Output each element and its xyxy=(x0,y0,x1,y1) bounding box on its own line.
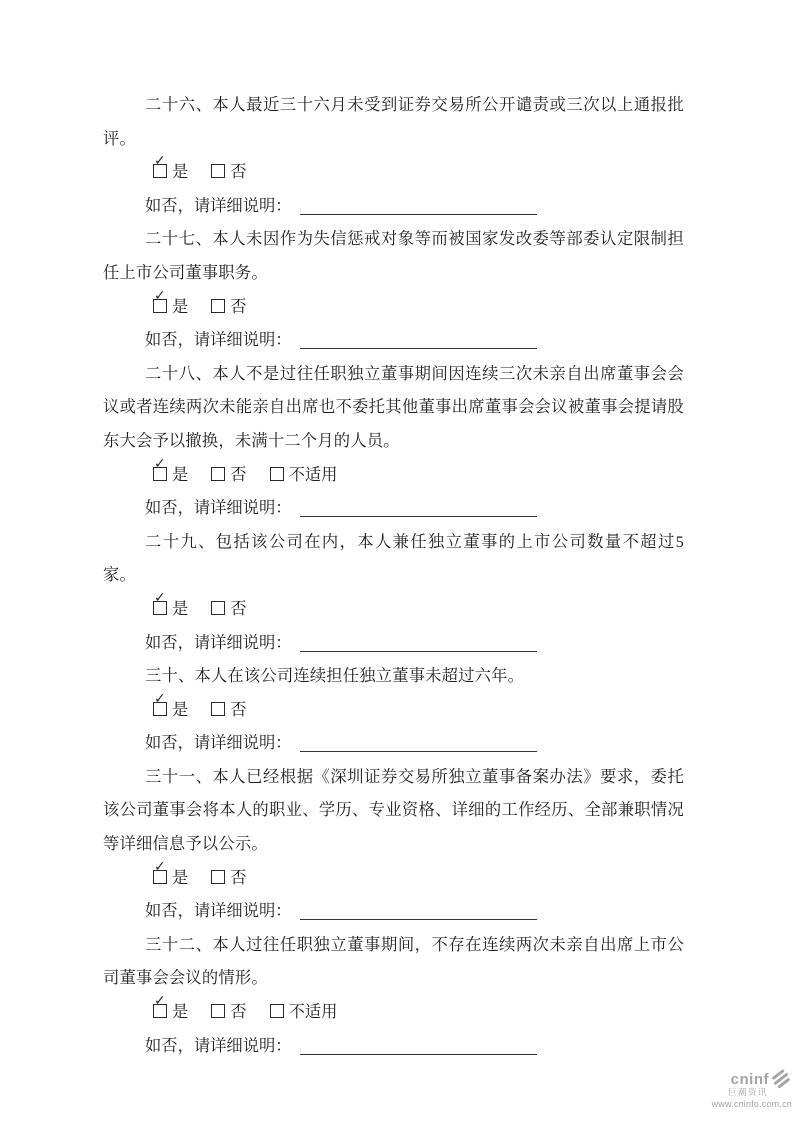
checkbox-unchecked-icon xyxy=(211,702,225,716)
checkbox-checked-icon xyxy=(153,299,167,313)
declaration-item xyxy=(103,928,684,1062)
explain-label: 如否，请详细说明： xyxy=(145,733,292,753)
explain-label: 如否，请详细说明： xyxy=(145,632,292,652)
explain-row xyxy=(103,189,684,223)
declaration-item xyxy=(103,357,684,525)
declaration-item xyxy=(103,659,684,760)
option xyxy=(153,465,188,484)
checkbox-checked-icon xyxy=(153,164,167,178)
option-label: 否 xyxy=(230,699,247,719)
watermark-brand-text: cninf xyxy=(730,1070,769,1088)
option-label: 否 xyxy=(230,867,247,887)
item-statement: 三十二、本人过往任职独立董事期间，不存在连续两次未亲自出席上市公司董事会会议的情形。 xyxy=(103,934,684,988)
declaration-items-list xyxy=(103,88,684,1062)
blank-line xyxy=(300,500,537,517)
declaration-item xyxy=(103,222,684,356)
explain-label: 如否，请详细说明： xyxy=(145,330,292,350)
option xyxy=(153,599,188,618)
checkbox-unchecked-icon xyxy=(270,467,284,481)
declaration-item xyxy=(103,525,684,659)
explain-label: 如否，请详细说明： xyxy=(145,195,292,215)
blank-line xyxy=(300,1038,537,1055)
option xyxy=(153,700,188,719)
checkbox-unchecked-icon xyxy=(211,299,225,313)
option xyxy=(270,1002,338,1021)
option xyxy=(153,1002,188,1021)
explain-label: 如否，请详细说明： xyxy=(145,1035,292,1055)
blank-line xyxy=(300,735,537,752)
explain-row xyxy=(103,1029,684,1063)
option-label: 否 xyxy=(230,162,247,182)
option-label: 否 xyxy=(230,464,247,484)
option-label: 不适用 xyxy=(288,464,338,484)
option xyxy=(211,1002,246,1021)
option-label: 是 xyxy=(172,162,189,182)
option xyxy=(153,162,188,181)
checkbox-checked-icon xyxy=(153,702,167,716)
checkbox-unchecked-icon xyxy=(211,1004,225,1018)
checkbox-unchecked-icon xyxy=(270,1004,284,1018)
explain-label: 如否，请详细说明： xyxy=(145,901,292,921)
option-label: 是 xyxy=(172,1002,189,1022)
option xyxy=(211,599,246,618)
explain-row xyxy=(103,894,684,928)
option-label: 否 xyxy=(230,598,247,618)
explain-label: 如否，请详细说明： xyxy=(145,498,292,518)
watermark-chinese-name: 巨潮资讯 xyxy=(727,1087,768,1097)
options-row xyxy=(103,995,684,1029)
watermark-url: www.cninfo.com.cn xyxy=(711,1099,792,1109)
options-row xyxy=(103,458,684,492)
checkbox-unchecked-icon xyxy=(211,870,225,884)
item-statement: 三十、本人在该公司连续担任独立董事未超过六年。 xyxy=(145,666,525,686)
checkbox-unchecked-icon xyxy=(211,164,225,178)
checkbox-checked-icon xyxy=(153,1004,167,1018)
option xyxy=(211,465,246,484)
item-statement: 三十一、本人已经根据《深圳证券交易所独立董事备案办法》要求，委托该公司董事会将本人的职业、学历、专业资格、详细的工作经历、全部兼职情况等详细信息予以公示。 xyxy=(103,766,684,854)
checkbox-unchecked-icon xyxy=(211,467,225,481)
declaration-item xyxy=(103,88,684,222)
options-row xyxy=(103,155,684,189)
checkbox-checked-icon xyxy=(153,467,167,481)
option-label: 否 xyxy=(230,1002,247,1022)
option xyxy=(211,868,246,887)
item-statement: 二十八、本人不是过往任职独立董事期间因连续三次未亲自出席董事会会议或者连续两次未能亲自出席也不委托其他董事出席董事会会议被董事会提请股东大会予以撤换，未满十二个月的人员。 xyxy=(103,363,684,450)
blank-line xyxy=(300,903,537,920)
options-row xyxy=(103,861,684,895)
blank-line xyxy=(300,198,537,215)
option-label: 是 xyxy=(172,464,189,484)
explain-row xyxy=(103,491,684,525)
explain-row xyxy=(103,626,684,660)
checkbox-checked-icon xyxy=(153,870,167,884)
cninfo-swirl-icon xyxy=(771,1069,792,1090)
option-label: 是 xyxy=(172,296,189,316)
option-label: 是 xyxy=(172,699,189,719)
declaration-item xyxy=(103,760,684,928)
option xyxy=(211,297,246,316)
item-statement: 二十六、本人最近三十六月未受到证券交易所公开谴责或三次以上通报批评。 xyxy=(103,95,684,148)
checkbox-unchecked-icon xyxy=(211,601,225,615)
option-label: 否 xyxy=(230,296,247,316)
option xyxy=(211,162,246,181)
explain-row xyxy=(103,726,684,760)
checkbox-checked-icon xyxy=(153,601,167,615)
option-label: 不适用 xyxy=(288,1002,338,1022)
item-statement: 二十九、包括该公司在内，本人兼任独立董事的上市公司数量不超过5 家。 xyxy=(103,531,684,585)
options-row xyxy=(103,693,684,727)
blank-line xyxy=(300,332,537,349)
item-statement: 二十七、本人未因作为失信惩戒对象等而被国家发改委等部委认定限制担任上市公司董事职务。 xyxy=(103,229,684,282)
option xyxy=(153,297,188,316)
explain-row xyxy=(103,323,684,357)
option xyxy=(270,465,338,484)
option xyxy=(211,700,246,719)
cninfo-watermark xyxy=(710,1068,792,1109)
options-row xyxy=(103,290,684,324)
option xyxy=(153,868,188,887)
option-label: 是 xyxy=(172,598,189,618)
options-row xyxy=(103,592,684,626)
option-label: 是 xyxy=(172,867,189,887)
blank-line xyxy=(300,635,537,652)
